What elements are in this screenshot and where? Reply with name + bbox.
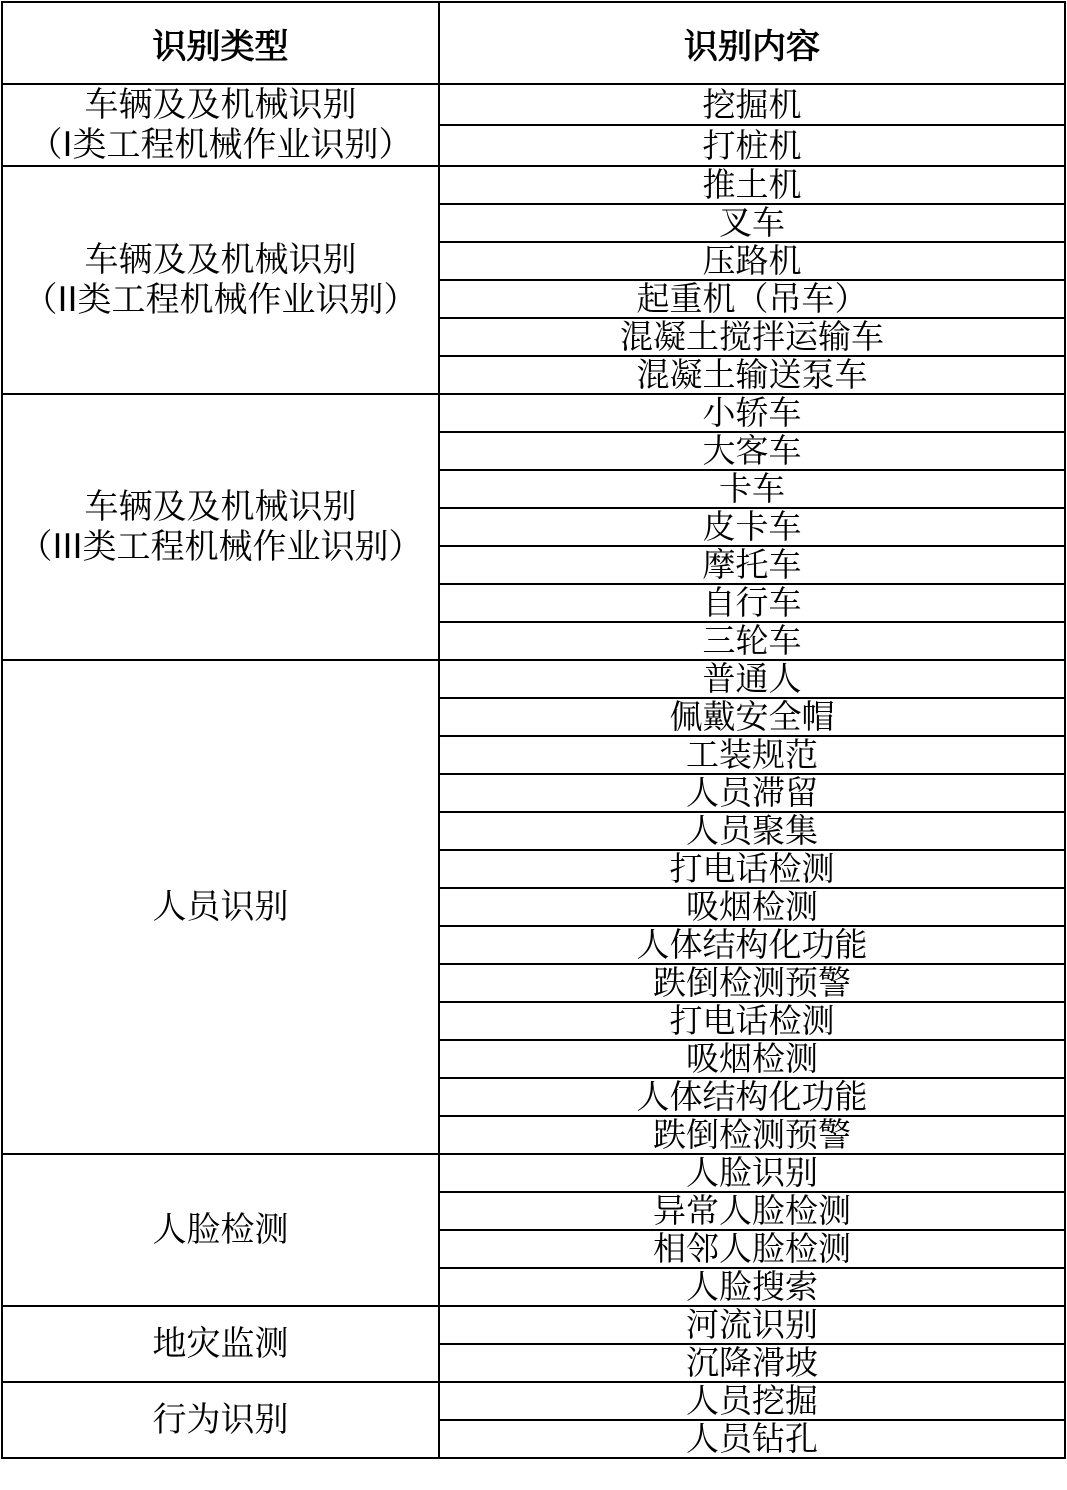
content-cell: 人体结构化功能 <box>439 926 1065 964</box>
content-cell: 跌倒检测预警 <box>439 964 1065 1002</box>
category-cell <box>2 660 439 1154</box>
category-label-line: 车辆及及机械识别 <box>84 85 357 125</box>
content-cell: 打桩机 <box>439 125 1065 166</box>
header-recognition-content: 识别内容 <box>439 2 1065 84</box>
content-cell: 普通人 <box>439 660 1065 698</box>
content-cell: 人员钻孔 <box>439 1420 1065 1458</box>
content-cell: 挖掘机 <box>439 84 1065 125</box>
content-cell: 皮卡车 <box>439 508 1065 546</box>
category-cell <box>2 84 439 166</box>
content-cell: 河流识别 <box>439 1306 1065 1344</box>
table-row <box>2 660 1065 698</box>
category-label-line: 车辆及及机械识别 <box>84 240 357 280</box>
recognition-table <box>1 1 1066 1459</box>
content-cell: 混凝土搅拌运输车 <box>439 318 1065 356</box>
table-row <box>2 84 1065 125</box>
content-cell: 吸烟检测 <box>439 888 1065 926</box>
header-row <box>2 2 1065 84</box>
content-cell: 相邻人脸检测 <box>439 1230 1065 1268</box>
content-cell: 叉车 <box>439 204 1065 242</box>
content-cell: 异常人脸检测 <box>439 1192 1065 1230</box>
content-cell: 起重机（吊车） <box>439 280 1065 318</box>
content-cell: 吸烟检测 <box>439 1040 1065 1078</box>
content-cell: 推土机 <box>439 166 1065 204</box>
category-label-line: 行为识别 <box>152 1400 289 1440</box>
content-cell: 压路机 <box>439 242 1065 280</box>
category-cell <box>2 1306 439 1382</box>
content-cell: 沉降滑坡 <box>439 1344 1065 1382</box>
content-cell: 人员滞留 <box>439 774 1065 812</box>
content-cell: 打电话检测 <box>439 850 1065 888</box>
content-cell: 自行车 <box>439 584 1065 622</box>
table-body <box>2 84 1065 1458</box>
category-cell <box>2 1382 439 1458</box>
content-cell: 小轿车 <box>439 394 1065 432</box>
category-label-line: 车辆及及机械识别 <box>84 487 357 527</box>
header-recognition-type: 识别类型 <box>2 2 439 84</box>
content-cell: 摩托车 <box>439 546 1065 584</box>
content-cell: 人脸搜索 <box>439 1268 1065 1306</box>
content-cell: 大客车 <box>439 432 1065 470</box>
table-row <box>2 1382 1065 1420</box>
content-cell: 人员挖掘 <box>439 1382 1065 1420</box>
content-cell: 三轮车 <box>439 622 1065 660</box>
content-cell: 人脸识别 <box>439 1154 1065 1192</box>
table-row <box>2 1154 1065 1192</box>
content-cell: 打电话检测 <box>439 1002 1065 1040</box>
content-cell: 人体结构化功能 <box>439 1078 1065 1116</box>
content-cell: 工装规范 <box>439 736 1065 774</box>
table-row <box>2 1306 1065 1344</box>
category-label-line: 人员识别 <box>152 887 289 927</box>
category-label-line: 人脸检测 <box>152 1210 289 1250</box>
category-label-line: 地灾监测 <box>152 1324 289 1364</box>
category-label-line: （II类工程机械作业识别） <box>23 280 418 320</box>
category-label-line: （III类工程机械作业识别） <box>18 527 423 567</box>
category-cell <box>2 1154 439 1306</box>
content-cell: 人员聚集 <box>439 812 1065 850</box>
content-cell: 卡车 <box>439 470 1065 508</box>
table-row <box>2 166 1065 204</box>
category-label-line: （I类工程机械作业识别） <box>28 125 413 165</box>
content-cell: 佩戴安全帽 <box>439 698 1065 736</box>
table-row <box>2 394 1065 432</box>
content-cell: 跌倒检测预警 <box>439 1116 1065 1154</box>
content-cell: 混凝土输送泵车 <box>439 356 1065 394</box>
category-cell <box>2 166 439 394</box>
category-cell <box>2 394 439 660</box>
